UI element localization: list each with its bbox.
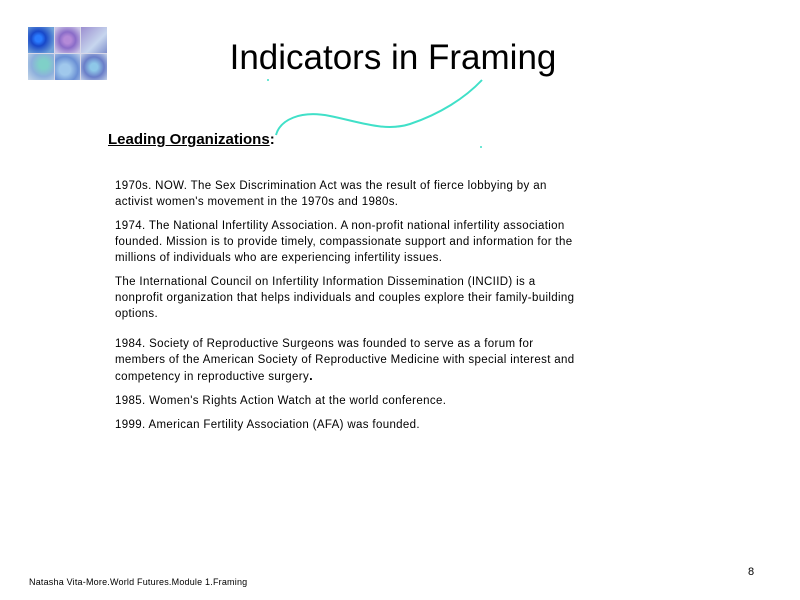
paragraph	[115, 336, 575, 385]
paragraph-period: .	[309, 368, 314, 383]
paragraph-text: 1984. Society of Reproductive Surgeons was founded to serve as a forum for members of the American Society of Reproductive Medicine with special interest and competency in reproductive surgery	[115, 338, 575, 383]
body-text	[115, 178, 575, 441]
footer-text: Natasha Vita-More.World Futures.Module 1.Framing	[29, 577, 248, 587]
paragraph: 1974. The National Infertility Association. A non-profit national infertility association founded. Mission is to provide timely, compassionate support and information for the millions of individuals who are experiencing infertility issues.	[115, 220, 573, 264]
paragraph: 1999. American Fertility Association (AFA) was founded.	[115, 419, 420, 431]
paragraph: The International Council on Infertility Information Dissemination (INCIID) is a nonprofit organization that helps individuals and couples explore their family-building options.	[115, 276, 575, 320]
paragraph: 1970s. NOW. The Sex Discrimination Act was the result of fierce lobbying by an activist women's movement in the 1970s and 1980s.	[115, 180, 547, 208]
section-heading-colon: :	[269, 131, 275, 148]
page-number: 8	[748, 566, 755, 578]
swoosh-line	[276, 80, 482, 135]
paragraph: 1985. Women's Rights Action Watch at the world conference.	[115, 395, 447, 407]
swoosh-dot	[480, 146, 482, 148]
section-heading-text: Leading Organizations	[108, 131, 270, 148]
slide-title: Indicators in Framing	[229, 38, 557, 77]
swoosh-dot	[267, 79, 269, 81]
section-heading	[108, 131, 275, 148]
